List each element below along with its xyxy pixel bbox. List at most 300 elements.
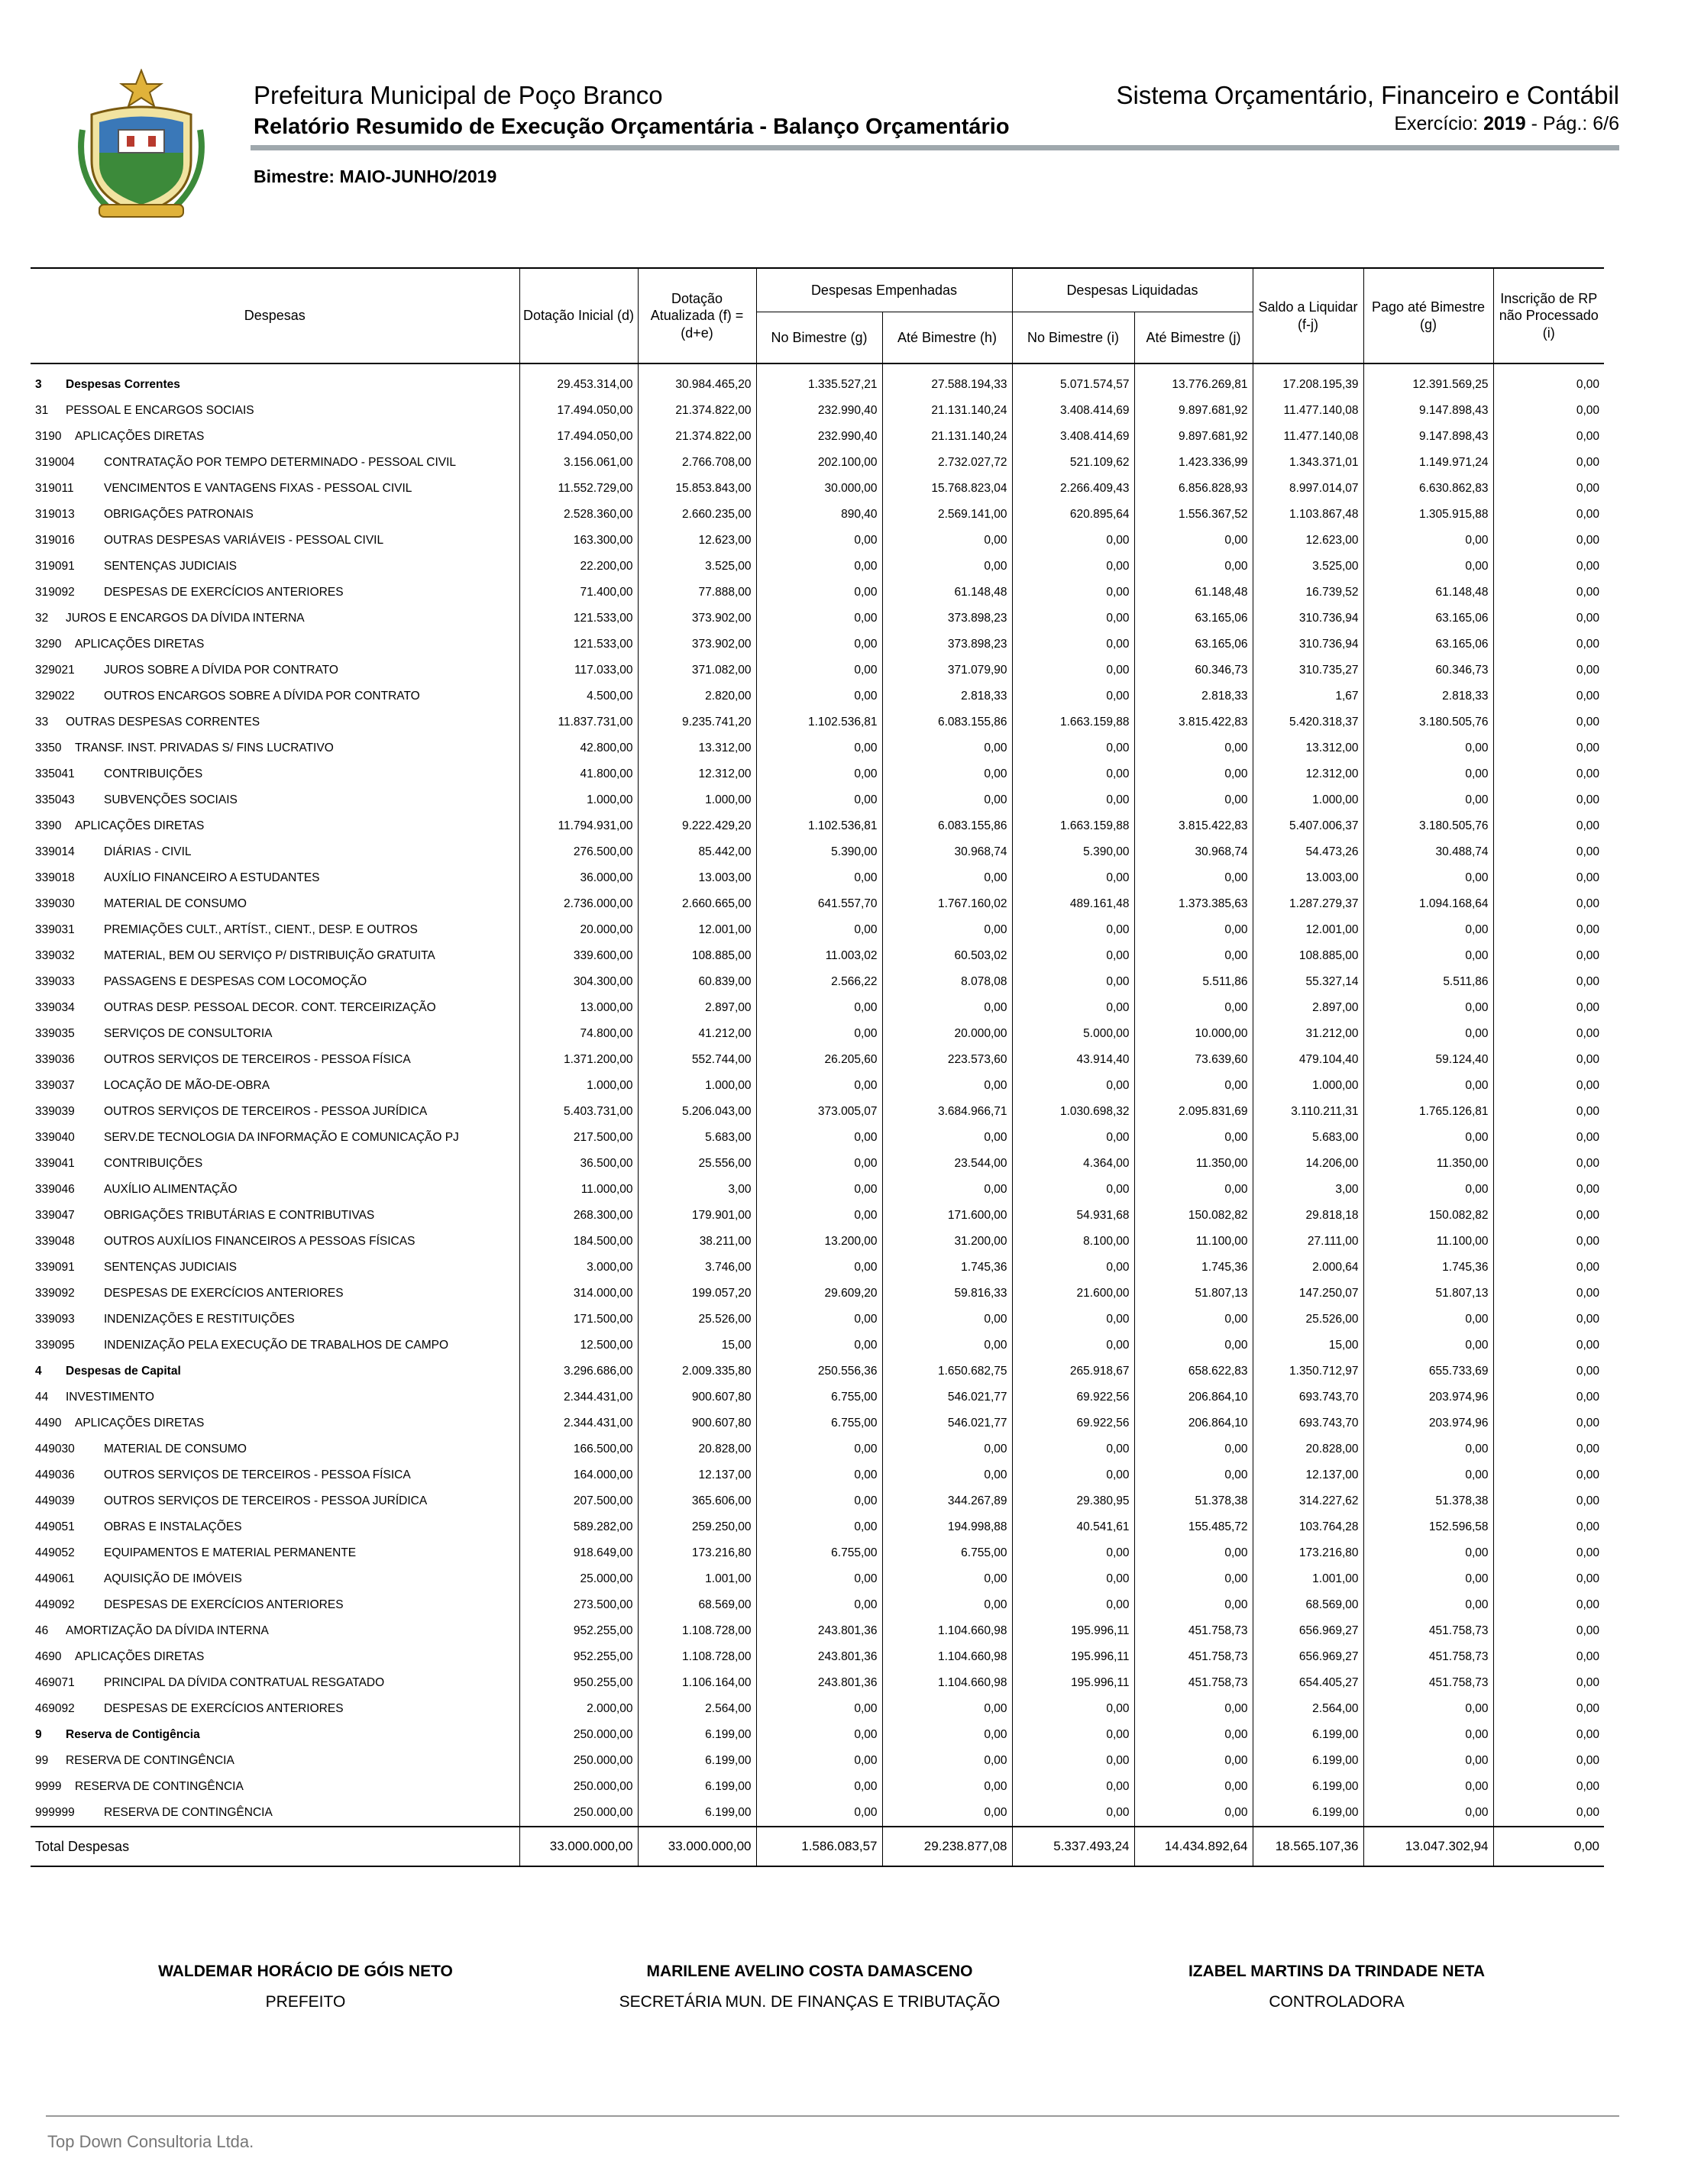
col-dotacao-inicial: Dotação Inicial (d): [519, 268, 638, 363]
row-code: 449052: [35, 1546, 75, 1559]
row-value: 0,00: [756, 1333, 882, 1359]
row-value: 9.235.741,20: [638, 709, 756, 735]
row-value: 5.683,00: [1253, 1125, 1363, 1151]
row-value: 2.732.027,72: [882, 450, 1012, 476]
row-value: 1.305.915,88: [1363, 502, 1493, 528]
row-value: 0,00: [1493, 1436, 1604, 1462]
row-value: 6.199,00: [1253, 1748, 1363, 1774]
row-value: 0,00: [1363, 1722, 1493, 1748]
row-value: 206.864,10: [1134, 1410, 1253, 1436]
total-value: 29.238.877,08: [882, 1827, 1012, 1866]
row-value: 6.755,00: [756, 1410, 882, 1436]
table-row: [31, 1047, 1604, 1073]
row-code: 319091: [35, 560, 75, 573]
row-value: 108.885,00: [1253, 943, 1363, 969]
row-value: 0,00: [1493, 1151, 1604, 1177]
table-row: [31, 1592, 1604, 1618]
table-row: [31, 424, 1604, 450]
row-description: [31, 1462, 519, 1488]
row-description: [31, 1177, 519, 1203]
row-value: 6.083.155,86: [882, 709, 1012, 735]
exercise-separator: -: [1531, 113, 1538, 134]
signature-prefeito: [76, 1963, 535, 2011]
row-value: 268.300,00: [519, 1203, 638, 1229]
row-value: 952.255,00: [519, 1644, 638, 1670]
table-row: [31, 1410, 1604, 1436]
header-subtitle: Relatório Resumido de Execução Orçamentária - Balanço Orçamentário: [254, 115, 1010, 139]
row-value: 20.000,00: [882, 1021, 1012, 1047]
row-name: LOCAÇÃO DE MÃO-DE-OBRA: [104, 1079, 270, 1092]
row-value: 1.423.336,99: [1134, 450, 1253, 476]
row-value: 243.801,36: [756, 1618, 882, 1644]
table-row: [31, 735, 1604, 761]
table-row: [31, 1099, 1604, 1125]
row-value: 11.794.931,00: [519, 813, 638, 839]
row-value: 9.147.898,43: [1363, 424, 1493, 450]
row-value: 25.556,00: [638, 1151, 756, 1177]
row-value: 0,00: [1134, 528, 1253, 554]
row-value: 199.057,20: [638, 1281, 756, 1307]
row-value: 15,00: [1253, 1333, 1363, 1359]
row-value: 0,00: [1363, 865, 1493, 891]
row-description: [31, 1333, 519, 1359]
row-value: 13.000,00: [519, 995, 638, 1021]
row-description: [31, 1800, 519, 1827]
row-value: 304.300,00: [519, 969, 638, 995]
row-value: 20.828,00: [1253, 1436, 1363, 1462]
row-value: 0,00: [1493, 657, 1604, 683]
row-value: 1.104.660,98: [882, 1618, 1012, 1644]
row-value: 0,00: [756, 1255, 882, 1281]
row-value: 59.124,40: [1363, 1047, 1493, 1073]
row-description: [31, 1644, 519, 1670]
row-value: 11.000,00: [519, 1177, 638, 1203]
row-value: 6.199,00: [638, 1774, 756, 1800]
row-value: 6.199,00: [1253, 1722, 1363, 1748]
row-value: 1.745,36: [1363, 1255, 1493, 1281]
row-value: 0,00: [1134, 1748, 1253, 1774]
budget-execution-table: [31, 267, 1604, 1867]
row-value: 0,00: [1493, 398, 1604, 424]
table-row: [31, 1618, 1604, 1644]
row-value: 0,00: [882, 1748, 1012, 1774]
row-value: 0,00: [1012, 1566, 1134, 1592]
row-value: 15.853.843,00: [638, 476, 756, 502]
exercise-label: Exercício:: [1394, 113, 1479, 134]
row-value: 0,00: [756, 1436, 882, 1462]
row-value: 5.683,00: [638, 1125, 756, 1151]
row-value: 73.639,60: [1134, 1047, 1253, 1073]
row-value: 0,00: [1134, 1722, 1253, 1748]
row-value: 2.564,00: [1253, 1696, 1363, 1722]
total-value: 14.434.892,64: [1134, 1827, 1253, 1866]
row-description: [31, 1099, 519, 1125]
row-name: OUTRAS DESPESAS CORRENTES: [66, 716, 260, 729]
row-value: 0,00: [1363, 1021, 1493, 1047]
row-value: 60.346,73: [1363, 657, 1493, 683]
row-value: 14.206,00: [1253, 1151, 1363, 1177]
row-name: JUROS SOBRE A DÍVIDA POR CONTRATO: [104, 664, 338, 677]
row-value: 5.420.318,37: [1253, 709, 1363, 735]
row-value: 371.082,00: [638, 657, 756, 683]
table-row: [31, 1151, 1604, 1177]
row-value: 16.739,52: [1253, 580, 1363, 606]
table-row: [31, 1488, 1604, 1514]
row-value: 0,00: [1493, 363, 1604, 398]
row-value: 54.931,68: [1012, 1203, 1134, 1229]
row-value: 339.600,00: [519, 943, 638, 969]
row-value: 27.588.194,33: [882, 363, 1012, 398]
row-value: 1.030.698,32: [1012, 1099, 1134, 1125]
row-value: 117.033,00: [519, 657, 638, 683]
row-value: 13.312,00: [1253, 735, 1363, 761]
table-row: [31, 1229, 1604, 1255]
row-value: 21.374.822,00: [638, 398, 756, 424]
row-code: 449051: [35, 1520, 75, 1533]
row-name: RESERVA DE CONTINGÊNCIA: [104, 1806, 273, 1819]
table-row: [31, 1670, 1604, 1696]
total-value: 0,00: [1493, 1827, 1604, 1866]
row-value: 0,00: [1012, 761, 1134, 787]
row-value: 344.267,89: [882, 1488, 1012, 1514]
row-value: 0,00: [1363, 995, 1493, 1021]
row-value: 0,00: [1363, 1436, 1493, 1462]
row-value: 693.743,70: [1253, 1410, 1363, 1436]
col-emp-no-bimestre: No Bimestre (g): [756, 312, 882, 364]
row-value: 0,00: [756, 1151, 882, 1177]
table-row: [31, 398, 1604, 424]
row-description: [31, 761, 519, 787]
row-value: 900.607,80: [638, 1410, 756, 1436]
row-value: 658.622,83: [1134, 1359, 1253, 1384]
row-value: 13.200,00: [756, 1229, 882, 1255]
row-value: 0,00: [1134, 1073, 1253, 1099]
row-description: [31, 1410, 519, 1436]
row-value: 0,00: [882, 1436, 1012, 1462]
row-value: 0,00: [1493, 502, 1604, 528]
row-description: [31, 528, 519, 554]
row-value: 61.148,48: [1134, 580, 1253, 606]
row-value: 12.001,00: [638, 917, 756, 943]
row-code: 3390: [35, 819, 62, 832]
row-description: [31, 424, 519, 450]
row-value: 0,00: [1493, 1177, 1604, 1203]
row-value: 1.767.160,02: [882, 891, 1012, 917]
row-description: [31, 1696, 519, 1722]
row-value: 0,00: [756, 1462, 882, 1488]
row-value: 2.736.000,00: [519, 891, 638, 917]
row-value: 8.997.014,07: [1253, 476, 1363, 502]
row-value: 0,00: [1493, 1774, 1604, 1800]
row-value: 1.104.660,98: [882, 1670, 1012, 1696]
row-value: 6.630.862,83: [1363, 476, 1493, 502]
row-value: 0,00: [1493, 1618, 1604, 1644]
row-value: 2.660.235,00: [638, 502, 756, 528]
row-value: 42.800,00: [519, 735, 638, 761]
row-description: [31, 943, 519, 969]
row-name: RESERVA DE CONTINGÊNCIA: [66, 1754, 234, 1767]
row-value: 310.735,27: [1253, 657, 1363, 683]
row-value: 166.500,00: [519, 1436, 638, 1462]
row-description: [31, 1125, 519, 1151]
row-value: 0,00: [1493, 995, 1604, 1021]
table-row: [31, 891, 1604, 917]
row-name: OUTROS ENCARGOS SOBRE A DÍVIDA POR CONTRATO: [104, 690, 420, 703]
row-value: 232.990,40: [756, 424, 882, 450]
row-description: [31, 1436, 519, 1462]
row-value: 0,00: [1493, 839, 1604, 865]
row-value: 0,00: [1363, 1540, 1493, 1566]
row-value: 3.815.422,83: [1134, 813, 1253, 839]
row-value: 55.327,14: [1253, 969, 1363, 995]
row-value: 243.801,36: [756, 1670, 882, 1696]
row-value: 0,00: [756, 1696, 882, 1722]
row-value: 0,00: [1493, 606, 1604, 632]
row-value: 2.095.831,69: [1134, 1099, 1253, 1125]
row-value: 30.968,74: [1134, 839, 1253, 865]
row-value: 1.104.660,98: [882, 1644, 1012, 1670]
row-description: [31, 1774, 519, 1800]
row-value: 0,00: [1493, 1514, 1604, 1540]
row-value: 0,00: [1012, 632, 1134, 657]
row-value: 2.818,33: [1134, 683, 1253, 709]
row-value: 0,00: [1363, 1774, 1493, 1800]
row-value: 0,00: [1493, 476, 1604, 502]
row-value: 0,00: [1363, 943, 1493, 969]
row-name: OBRAS E INSTALAÇÕES: [104, 1520, 242, 1533]
row-value: 0,00: [882, 1177, 1012, 1203]
row-value: 2.564,00: [638, 1696, 756, 1722]
row-value: 69.922,56: [1012, 1410, 1134, 1436]
row-code: 339033: [35, 975, 75, 988]
row-value: 265.918,67: [1012, 1359, 1134, 1384]
row-value: 0,00: [1363, 1592, 1493, 1618]
row-description: [31, 1540, 519, 1566]
row-code: 339092: [35, 1287, 75, 1300]
row-value: 451.758,73: [1363, 1644, 1493, 1670]
row-value: 69.922,56: [1012, 1384, 1134, 1410]
row-description: [31, 1021, 519, 1047]
row-value: 12.312,00: [1253, 761, 1363, 787]
row-value: 0,00: [1493, 1644, 1604, 1670]
col-saldo-liquidar: Saldo a Liquidar (f-j): [1253, 268, 1363, 363]
row-value: 17.494.050,00: [519, 424, 638, 450]
row-value: 273.500,00: [519, 1592, 638, 1618]
row-name: APLICAÇÕES DIRETAS: [75, 819, 205, 832]
row-value: 0,00: [882, 1462, 1012, 1488]
row-value: 0,00: [1493, 1384, 1604, 1410]
row-name: OUTROS SERVIÇOS DE TERCEIROS - PESSOA JURÍDICA: [104, 1105, 428, 1118]
row-value: 0,00: [1012, 1774, 1134, 1800]
row-value: 3,00: [1253, 1177, 1363, 1203]
row-value: 30.000,00: [756, 476, 882, 502]
row-value: 0,00: [1363, 1800, 1493, 1827]
row-value: 1.000,00: [638, 787, 756, 813]
total-row: [31, 1827, 1604, 1866]
row-value: 12.312,00: [638, 761, 756, 787]
row-value: 0,00: [882, 1333, 1012, 1359]
row-value: 0,00: [1134, 761, 1253, 787]
row-value: 0,00: [756, 735, 882, 761]
row-value: 1.335.527,21: [756, 363, 882, 398]
row-value: 121.533,00: [519, 606, 638, 632]
row-value: 13.003,00: [638, 865, 756, 891]
row-value: 0,00: [1493, 580, 1604, 606]
row-value: 0,00: [1134, 735, 1253, 761]
row-value: 641.557,70: [756, 891, 882, 917]
row-code: 335041: [35, 767, 75, 780]
table-row: [31, 1566, 1604, 1592]
row-value: 0,00: [882, 528, 1012, 554]
row-value: 0,00: [1363, 1462, 1493, 1488]
table-row: [31, 1333, 1604, 1359]
row-value: 0,00: [1493, 917, 1604, 943]
row-value: 0,00: [1363, 761, 1493, 787]
row-value: 0,00: [1493, 1229, 1604, 1255]
row-value: 0,00: [882, 995, 1012, 1021]
table-row: [31, 787, 1604, 813]
row-name: OUTROS SERVIÇOS DE TERCEIROS - PESSOA FÍSICA: [104, 1468, 411, 1481]
footer-divider: [46, 2115, 1619, 2117]
report-header: [76, 69, 1619, 206]
row-value: 0,00: [882, 865, 1012, 891]
row-value: 2.009.335,80: [638, 1359, 756, 1384]
signature-role: CONTROLADORA: [1269, 1993, 1405, 2011]
row-value: 0,00: [756, 554, 882, 580]
row-value: 0,00: [1363, 1073, 1493, 1099]
col-despesas: Despesas: [31, 268, 519, 363]
row-value: 30.488,74: [1363, 839, 1493, 865]
row-value: 61.148,48: [882, 580, 1012, 606]
row-code: 319092: [35, 586, 75, 599]
row-code: 4: [35, 1365, 42, 1378]
row-description: [31, 398, 519, 424]
row-value: 0,00: [882, 1592, 1012, 1618]
row-value: 9.897.681,92: [1134, 424, 1253, 450]
row-value: 1.108.728,00: [638, 1618, 756, 1644]
table-row: [31, 657, 1604, 683]
row-description: [31, 1307, 519, 1333]
row-value: 2.566,22: [756, 969, 882, 995]
row-value: 1.102.536,81: [756, 813, 882, 839]
row-code: 319013: [35, 508, 75, 521]
row-value: 589.282,00: [519, 1514, 638, 1540]
table-row: [31, 969, 1604, 995]
table-row: [31, 1644, 1604, 1670]
row-value: 5.407.006,37: [1253, 813, 1363, 839]
col-liq-ate-bimestre: Até Bimestre (j): [1134, 312, 1253, 364]
row-value: 60.839,00: [638, 969, 756, 995]
row-value: 0,00: [756, 1722, 882, 1748]
row-value: 41.800,00: [519, 761, 638, 787]
row-value: 20.000,00: [519, 917, 638, 943]
row-value: 0,00: [1493, 1566, 1604, 1592]
row-value: 11.552.729,00: [519, 476, 638, 502]
row-value: 61.148,48: [1363, 580, 1493, 606]
row-value: 1.745,36: [1134, 1255, 1253, 1281]
row-description: [31, 657, 519, 683]
table-row: [31, 1281, 1604, 1307]
row-value: 217.500,00: [519, 1125, 638, 1151]
row-name: DESPESAS DE EXERCÍCIOS ANTERIORES: [104, 1598, 344, 1611]
row-description: [31, 450, 519, 476]
row-value: 6.199,00: [1253, 1800, 1363, 1827]
row-value: 173.216,80: [1253, 1540, 1363, 1566]
row-value: 21.600,00: [1012, 1281, 1134, 1307]
row-code: 319011: [35, 482, 74, 495]
row-value: 6.755,00: [756, 1384, 882, 1410]
row-value: 163.300,00: [519, 528, 638, 554]
row-value: 0,00: [1012, 1307, 1134, 1333]
row-name: DESPESAS DE EXERCÍCIOS ANTERIORES: [104, 1702, 344, 1715]
col-empenhadas: Despesas Empenhadas: [756, 268, 1012, 312]
row-value: 0,00: [1493, 1410, 1604, 1436]
row-value: 2.818,33: [882, 683, 1012, 709]
row-value: 0,00: [1134, 1436, 1253, 1462]
row-value: 950.255,00: [519, 1670, 638, 1696]
row-value: 1.108.728,00: [638, 1644, 756, 1670]
row-name: INVESTIMENTO: [66, 1391, 154, 1404]
row-value: 152.596,58: [1363, 1514, 1493, 1540]
row-code: 449061: [35, 1572, 75, 1585]
row-description: [31, 476, 519, 502]
row-code: 3190: [35, 430, 62, 443]
row-name: RESERVA DE CONTINGÊNCIA: [75, 1780, 244, 1793]
row-value: 0,00: [1363, 787, 1493, 813]
row-value: 3.408.414,69: [1012, 398, 1134, 424]
row-value: 0,00: [1493, 865, 1604, 891]
signature-secretaria: [580, 1963, 1039, 2011]
row-code: 449036: [35, 1468, 75, 1481]
row-value: 29.609,20: [756, 1281, 882, 1307]
row-description: [31, 813, 519, 839]
row-value: 68.569,00: [638, 1592, 756, 1618]
row-code: 339095: [35, 1339, 75, 1352]
row-value: 0,00: [756, 657, 882, 683]
table-row: [31, 502, 1604, 528]
table-row: [31, 450, 1604, 476]
row-value: 1,67: [1253, 683, 1363, 709]
row-code: 335043: [35, 793, 75, 806]
row-value: 0,00: [1012, 1540, 1134, 1566]
row-description: [31, 1229, 519, 1255]
row-value: 0,00: [882, 1125, 1012, 1151]
row-value: 0,00: [1134, 787, 1253, 813]
row-value: 0,00: [1363, 1125, 1493, 1151]
row-value: 12.391.569,25: [1363, 363, 1493, 398]
row-value: 0,00: [1012, 1436, 1134, 1462]
row-value: 373.902,00: [638, 606, 756, 632]
row-name: SERVIÇOS DE CONSULTORIA: [104, 1027, 273, 1040]
row-value: 259.250,00: [638, 1514, 756, 1540]
row-value: 0,00: [1493, 1203, 1604, 1229]
row-value: 0,00: [1493, 528, 1604, 554]
row-description: [31, 1281, 519, 1307]
row-value: 63.165,06: [1134, 632, 1253, 657]
row-name: PESSOAL E ENCARGOS SOCIAIS: [66, 404, 254, 417]
row-value: 68.569,00: [1253, 1592, 1363, 1618]
row-value: 0,00: [1134, 943, 1253, 969]
table-row: [31, 632, 1604, 657]
row-value: 194.998,88: [882, 1514, 1012, 1540]
row-value: 0,00: [1012, 1592, 1134, 1618]
row-code: 339037: [35, 1079, 75, 1092]
row-value: 0,00: [1012, 995, 1134, 1021]
row-value: 373.898,23: [882, 606, 1012, 632]
row-description: [31, 917, 519, 943]
row-value: 71.400,00: [519, 580, 638, 606]
row-value: 371.079,90: [882, 657, 1012, 683]
